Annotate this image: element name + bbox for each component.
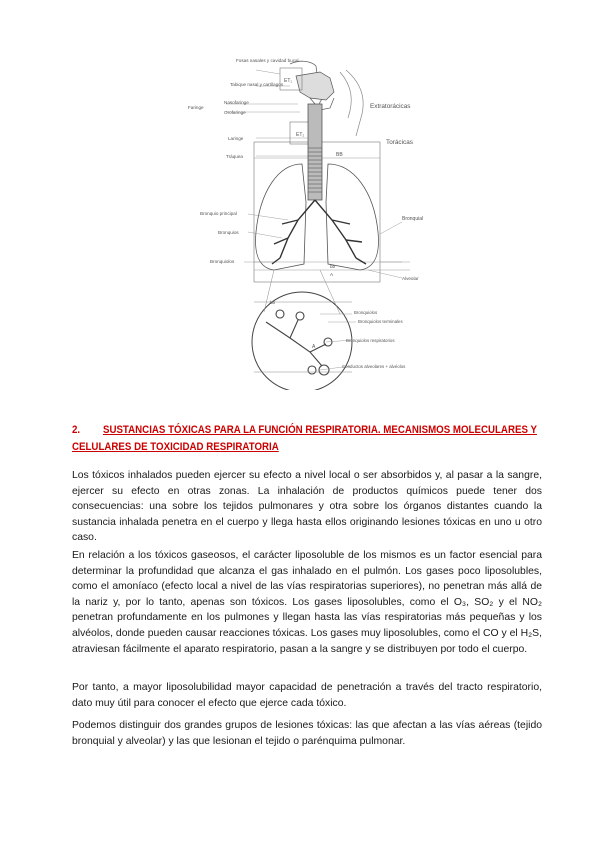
paragraph-3 <box>72 680 542 711</box>
label-traquea: Tráquea <box>226 154 243 159</box>
respiratory-diagram <box>170 52 440 390</box>
label-alveolar: Alveolar <box>402 276 419 281</box>
label-bronquiolos-zoom: Bronquiolos <box>354 310 378 315</box>
bronchial-tree <box>272 200 366 264</box>
neck-outline <box>346 70 363 136</box>
label-fosas: Fosas nasales y cavidad bucal <box>236 58 299 63</box>
paragraph-4-text: Podemos distinguir dos grandes grupos de lesiones tóxicas: las que afectan a las vías aéreas (tejido bronquial y alveolar) y las que lesionan el tejido o parénquima pulmonar. <box>72 720 542 747</box>
label-orofaringe: Orofaringe <box>224 110 246 115</box>
label-bronquiolos-terminales: Bronquiolos terminales <box>358 319 403 324</box>
label-bb2: bb <box>330 264 336 269</box>
label-et1: ET₁ <box>284 78 293 84</box>
zoom-line-left <box>264 270 274 312</box>
neck-outline-inner <box>340 72 351 118</box>
paragraph-1-text: Los tóxicos inhalados pueden ejercer su efecto a nivel local o ser absorbidos y, al pasar a la sangre, ejercer su efecto en otras zonas. La inhalación de productos químicos puede tener dos consecuencias: una sobre los tejidos pulmonares y otra sobre los órganos distantes cuando la sustancia inhalada penetra en el cuerpo y llega hasta ellos originando lesiones tóxicas en uno u otro caso. <box>72 470 542 544</box>
section-number: 2. <box>72 424 81 436</box>
respiratory-tract-figure <box>170 52 440 390</box>
label-a2: A <box>312 344 316 350</box>
label-a1: A <box>330 272 334 277</box>
paragraph-2 <box>72 548 542 657</box>
section-heading <box>72 422 542 456</box>
label-bronquiolos: Bronquiolos <box>210 259 235 264</box>
label-extratoracicas: Extratorácicas <box>370 103 411 110</box>
left-lung <box>256 164 306 270</box>
alveolar-tree <box>266 310 332 375</box>
label-nasofaringe: Nasofaringe <box>224 100 249 105</box>
label-bronquios: Bronquios <box>218 230 239 235</box>
paragraph-3-text: Por tanto, a mayor liposolubilidad mayor capacidad de penetración a través del tracto respiratorio, dato muy útil para conocer el efecto que ejerce cada tóxico. <box>72 682 542 709</box>
label-conductos: Conductos alveolares + alvéolos <box>342 364 406 369</box>
paragraph-4 <box>72 718 542 749</box>
label-bronquial: Bronquial <box>402 216 424 222</box>
label-laringe: Laringe <box>228 136 244 141</box>
right-lung <box>326 164 378 270</box>
label-et2: ET₂ <box>296 132 305 138</box>
label-bronquio-principal: Bronquio principal <box>200 211 237 216</box>
label-toracicas: Torácicas <box>386 139 413 146</box>
label-bb: BB <box>336 152 343 158</box>
label-bronquiolos-respiratorios: Bronquiolos respiratorios <box>346 338 395 343</box>
paragraph-1 <box>72 468 542 546</box>
paragraph-2-text: En relación a los tóxicos gaseosos, el carácter liposoluble de los mismos es un factor esencial para determinar la profundidad que alcanza el gas inhalado en el pulmón. Los gases poco liposolubles, como el amoníaco (efecto local a nivel de las vías respiratorias superiores), no penetran más allá de la nariz y, por lo tanto, apenas son tóxicos. Los gases liposolubles, como el O₃, SO₂ y el NO₂ penetran profundamente en los pulmones y llegan hasta las vías respiratorias más pequeñas y los alvéolos, donde pueden causar reacciones tóxicas. Los gases muy liposolubles, como el CO y el H₂S, atraviesan fácilmente el aparato respiratorio, pasan a la sangre y se distribuyen por todo el cuerpo. <box>72 550 542 655</box>
section-title: SUSTANCIAS TÓXICAS PARA LA FUNCIÓN RESPIRATORIA. MECANISMOS MOLECULARES Y CELULARES DE TOXICIDAD RESPIRATORIA <box>72 424 537 453</box>
label-tabique: Tabique nasal y cartílagos <box>230 82 284 87</box>
label-bb3: bb <box>270 300 276 305</box>
label-faringe: Faringe <box>188 105 204 110</box>
